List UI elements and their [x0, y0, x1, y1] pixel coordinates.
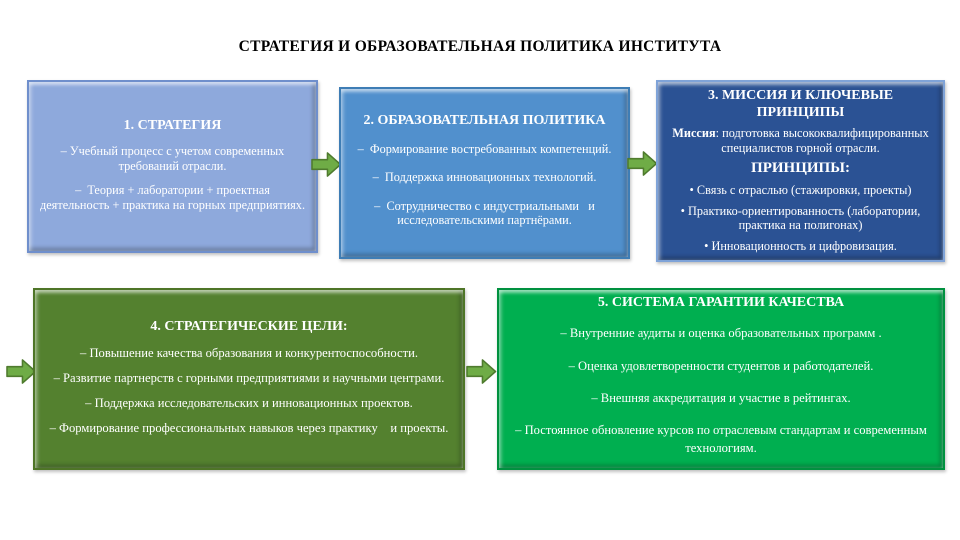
- box-quality-assurance-heading: 5. СИСТЕМА ГАРАНТИИ КАЧЕСТВА: [597, 295, 845, 311]
- flow-arrow-icon: [311, 150, 342, 179]
- box-educational-policy: [339, 87, 630, 259]
- box-mission-principles-heading: 3. МИССИЯ И КЛЮЧЕВЫЕ ПРИНЦИПЫ: [707, 87, 897, 120]
- mission-statement: [664, 126, 945, 155]
- box-educational-policy-item: – Поддержка инновационных технологий.: [372, 170, 597, 185]
- quality-assurance-item: – Внешняя аккредитация и участие в рейтингах.: [591, 390, 851, 405]
- box-educational-policy-item: – Формирование востребованных компетенций.: [357, 141, 612, 156]
- box-mission-principles: [656, 80, 945, 262]
- quality-assurance-item: – Оценка удовлетворенности студентов и работодателей.: [568, 358, 874, 373]
- flow-arrow-icon: [627, 149, 658, 178]
- mission-text: : подготовка высококвалифицированных специалистов горной отрасли.: [715, 126, 945, 155]
- box-strategy: [27, 80, 318, 253]
- principle-item: • Практико-ориентированность (лаборатории, практика на полигонах): [680, 203, 924, 233]
- box-educational-policy-item: – Сотрудничество с индустриальными и исследовательскими партнёрами.: [374, 198, 598, 228]
- slide-title: СТРАТЕГИЯ И ОБРАЗОВАТЕЛЬНАЯ ПОЛИТИКА ИНСТИТУТА: [238, 38, 722, 55]
- quality-assurance-item: – Внутренние аудиты и оценка образовательных программ .: [560, 326, 882, 341]
- box-educational-policy-heading: 2. ОБРАЗОВАТЕЛЬНАЯ ПОЛИТИКА: [363, 113, 606, 129]
- mission-label: Миссия: [672, 126, 716, 141]
- box-strategic-goals-heading: 4. СТРАТЕГИЧЕСКИЕ ЦЕЛИ:: [150, 319, 348, 335]
- flow-arrow-icon: [466, 357, 497, 386]
- box-strategic-goals: [33, 288, 465, 470]
- box-strategy-item: – Теория + лаборатории + проектная деятельность + практика на горных предприятиях.: [39, 183, 306, 212]
- box-quality-assurance: [497, 288, 945, 470]
- strategic-goal-item: – Развитие партнерств с горными предприятиями и научными центрами.: [53, 371, 445, 386]
- box-strategy-heading: 1. СТРАТЕГИЯ: [123, 117, 222, 133]
- box-strategy-item: – Учебный процесс с учетом современных требований отрасли.: [60, 144, 288, 173]
- quality-assurance-item: – Постоянное обновление курсов по отраслевым стандартам и современным технологиям.: [515, 423, 931, 456]
- principle-item: • Связь с отраслью (стажировки, проекты): [689, 183, 912, 198]
- strategic-goal-item: – Повышение качества образования и конкурентоспособности.: [80, 346, 418, 361]
- strategic-goal-item: – Формирование профессиональных навыков через практику и проекты.: [49, 420, 449, 435]
- principles-heading: ПРИНЦИПЫ:: [751, 160, 850, 177]
- principle-item: • Инновационность и цифровизация.: [704, 238, 897, 253]
- strategic-goal-item: – Поддержка исследовательских и инновационных проектов.: [85, 395, 413, 410]
